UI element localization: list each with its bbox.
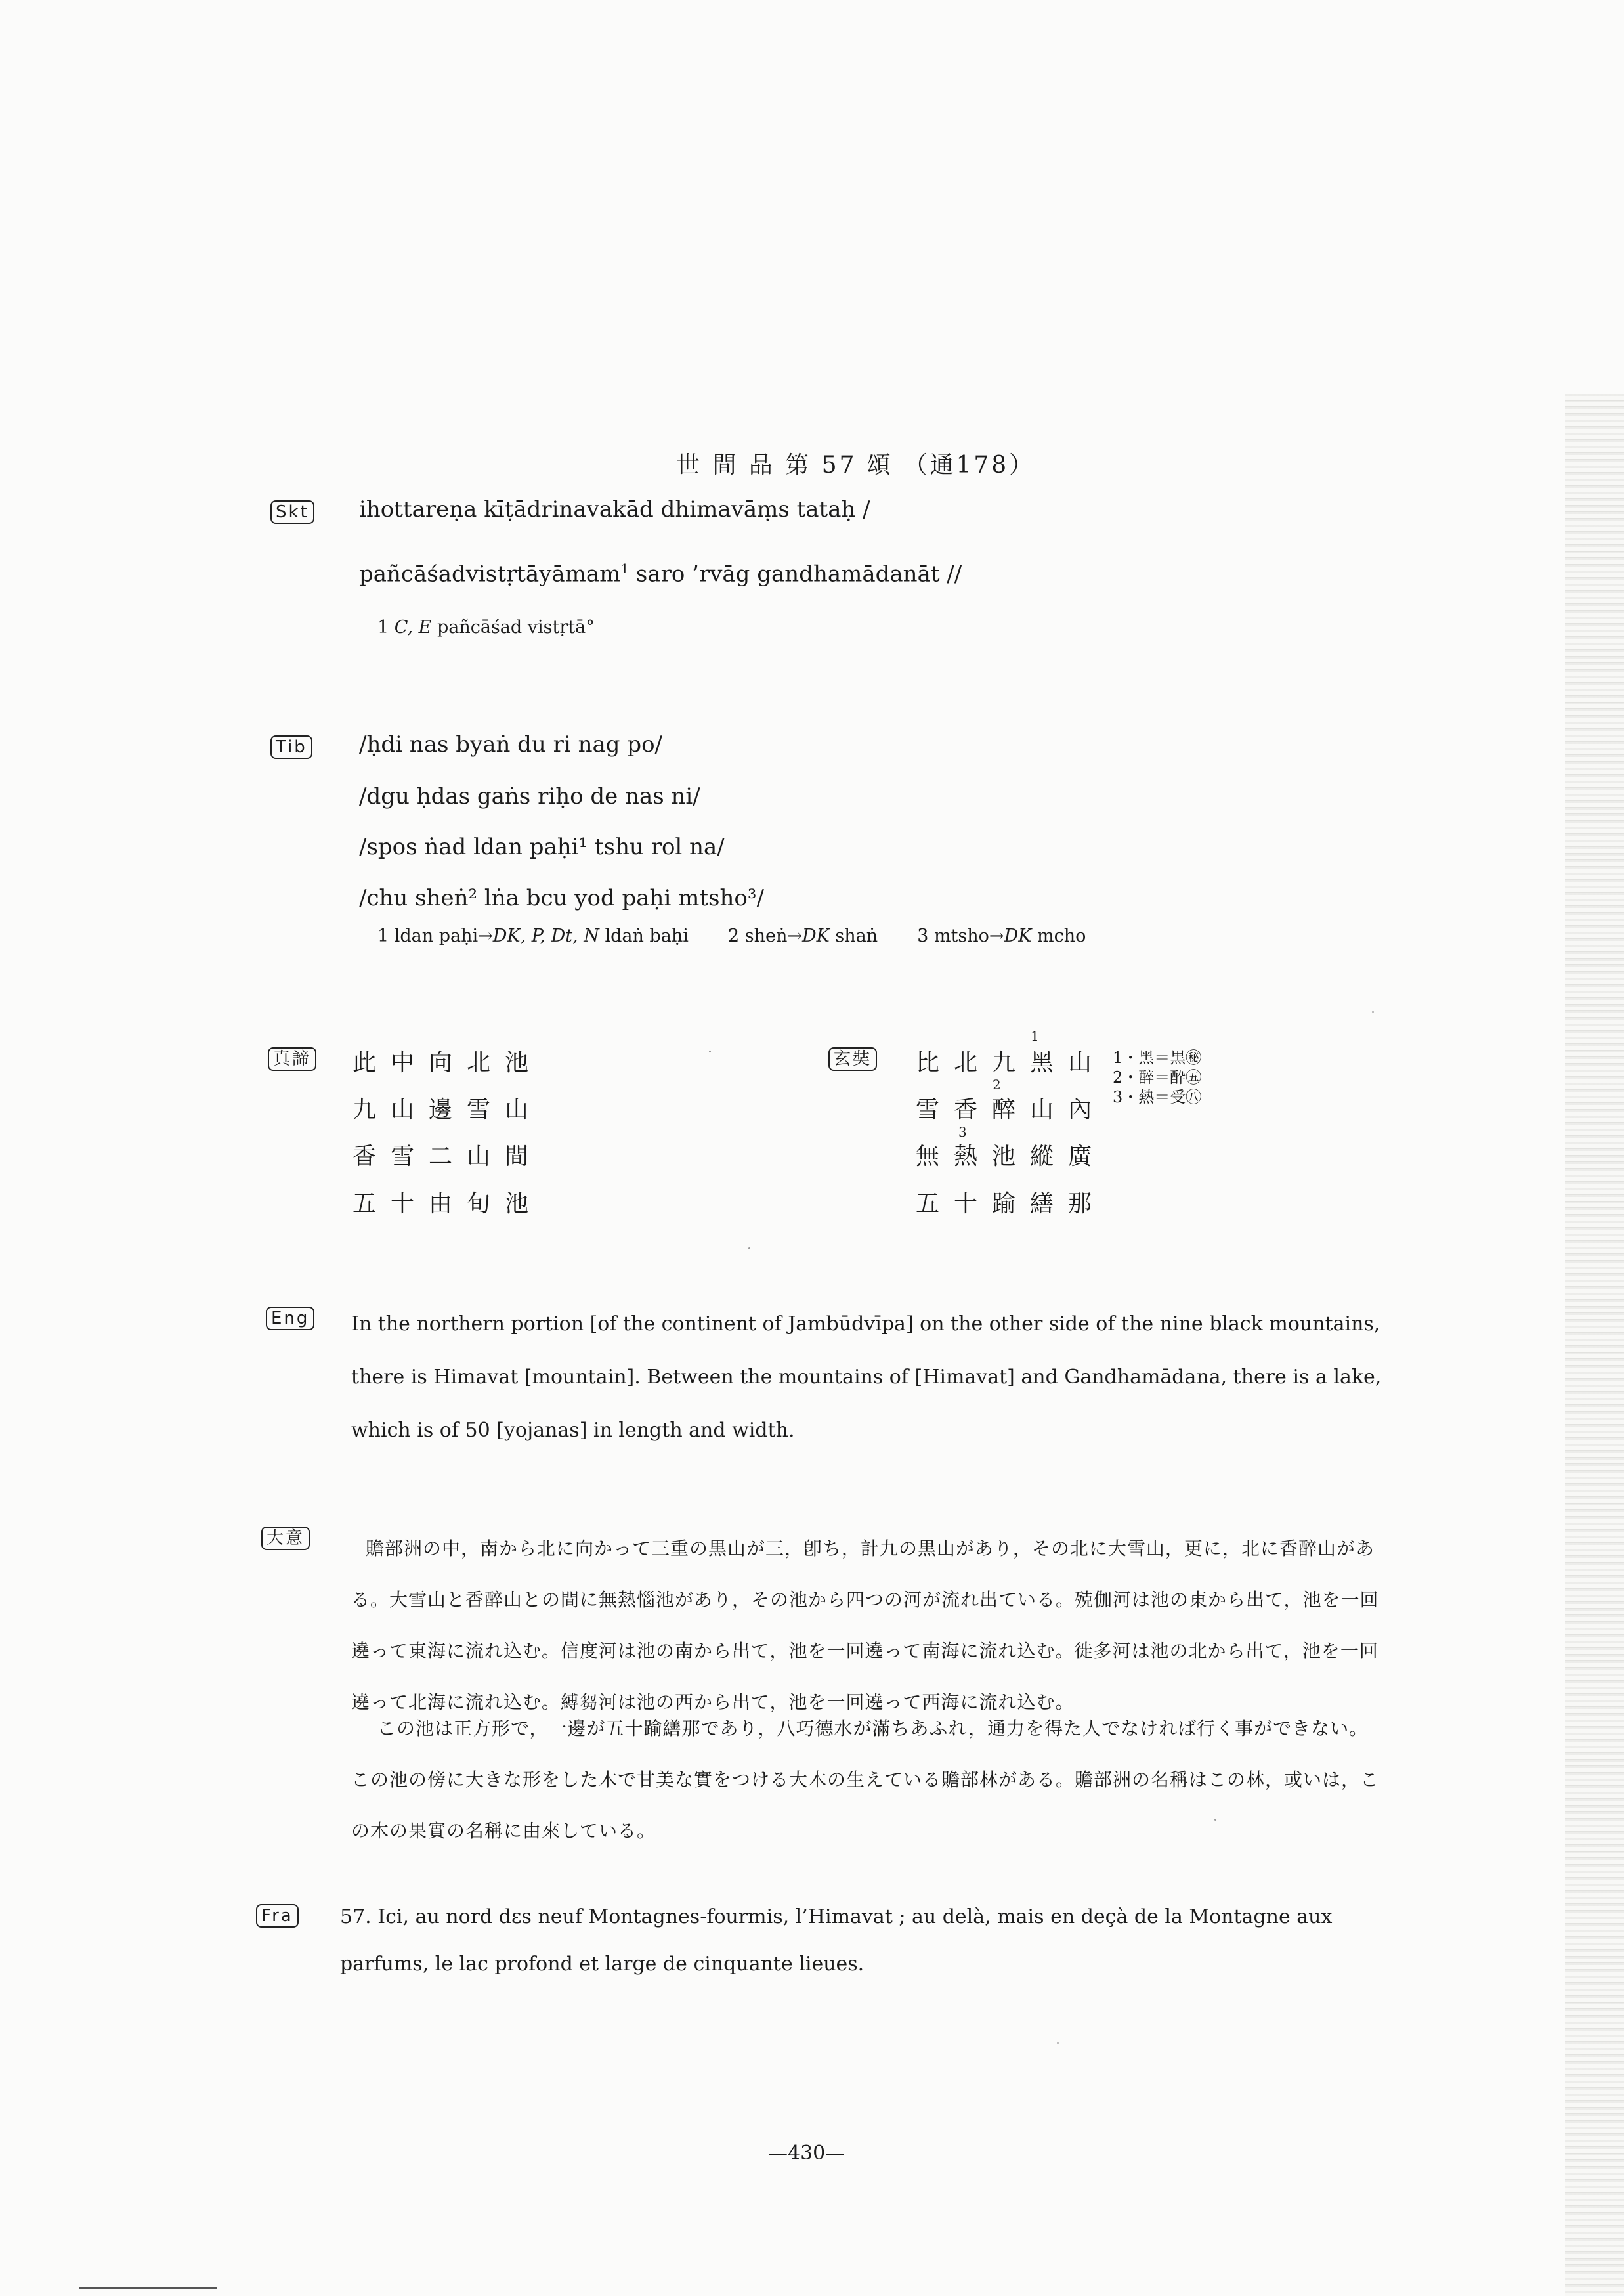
tib-line-3: /spos ṅad ldan paḥi¹ tshu rol na/ [359,834,725,860]
zhendi-line-1: 此中向北池 [353,1049,544,1076]
xuanzang-line-3: 無熱池縱廣 [916,1143,1107,1170]
daii-paragraph-2: この池は正方形で，一邊が五十踰繕那であり，八巧德水が滿ちあふれ，通力を得た人でなければ行く事ができない。この池の傍に大きな形をした木で甘美な實をつける大木の生えている贍部林がある。贍部洲の名稱はこの林，或いは，この木の果實の名稱に由來している。 [351,1718,1380,1842]
xuanzang-line-4: 五十踰繕那 [916,1190,1107,1217]
xuanzang-tag: 玄奘 [828,1047,877,1071]
zhendi-line-2: 九山邊雪山 [353,1096,544,1123]
xuanzang-variant-note-3: 3・熱＝受㊇ [1113,1088,1202,1106]
page-number: —430— [768,2142,845,2165]
xuanzang-line-1: 比北九黑山 [916,1049,1107,1076]
scan-speck [1214,1819,1216,1821]
zhendi-line-4: 五十由旬池 [353,1190,544,1217]
daii-paragraph-1: 贍部洲の中，南から北に向かって三重の黒山が三，卽ち，計九の黒山があり，その北に大雪山，更に，北に香醉山がある。大雪山と香醉山との間に無熱惱池があり，その池から四つの河が流れ出ている。殑伽河は池の東から出て，池を一回遶って東海に流れ込む。信度河は池の南から出て，池を一回遶って南海に流れ込む。徙多河は池の北から出て，池を一回遶って北海に流れ込む。縛芻河は池の西から出て，池を一回遶って西海に流れ込む。 [351,1538,1379,1713]
xuanzang-line-2: 雪香醉山內 [916,1096,1107,1123]
fra-text: 57. Ici, au nord dεs neuf Montagnes-fourmis, l’Himavat ; au delà, mais en deçà de la Montagne aux parfums, le lac profond et large de cinquante lieues. [340,1905,1333,1976]
tib-tag: Tib [270,735,312,759]
skt-line-2: pañcāśadvistṛtāyāmam$^1$ saro ’rvāg gandhamādanāt // [359,561,962,588]
xuanzang-sup-1: 1 [1031,1028,1039,1044]
tib-line-1: /ḥdi nas byaṅ du ri nag po/ [359,731,663,758]
page-title: 世 間 品 第 57 頌 （通178） [676,452,1036,479]
eng-tag: Eng [266,1307,314,1330]
zhendi-line-3: 香雪二山間 [353,1143,544,1170]
tib-line-4: /chu sheṅ² lṅa bcu yod paḥi mtsho³/ [359,885,764,911]
xuanzang-sup-2: 2 [993,1077,1001,1093]
scan-speck [1057,2042,1059,2044]
skt-line-1: ihottareṇa kīṭādrinavakād dhimavāṃs tataḥ / [359,496,870,523]
daii-tag: 大意 [261,1527,310,1550]
scan-edge-shadow [1565,394,1624,2296]
scan-speck [709,1051,711,1052]
xuanzang-sup-3: 3 [958,1124,967,1140]
eng-text: In the northern portion [of the continent of Jambūdvīpa] on the other side of the nine black mountains, there is Himavat [mountain]. Between the mountains of [Himavat] and Gandhamādana, there is a lake, which is of 50 [yojanas] in length and width. [351,1312,1382,1442]
scan-speck [1372,1011,1374,1013]
skt-tag: Skt [270,500,314,524]
scan-speck [748,1247,750,1249]
xuanzang-variant-note-1: 1・黑＝黒㊙ [1113,1049,1202,1067]
xuanzang-variant-note-2: 2・醉＝酔㊄ [1113,1068,1202,1087]
skt-note: 1 C, E pañcāśad vistṛtā° [377,617,595,638]
tib-line-2: /dgu ḥdas gaṅs riḥo de nas ni/ [359,783,700,810]
fra-tag: Fra [256,1904,299,1928]
zhendi-tag: 真諦 [268,1047,316,1071]
footnote-rule [79,2287,217,2289]
tib-notes: 1 ldan paḥi→DK, P, Dt, N ldaṅ baḥi 2 sheṅ→DK shaṅ 3 mtsho→DK mcho [377,926,1086,946]
